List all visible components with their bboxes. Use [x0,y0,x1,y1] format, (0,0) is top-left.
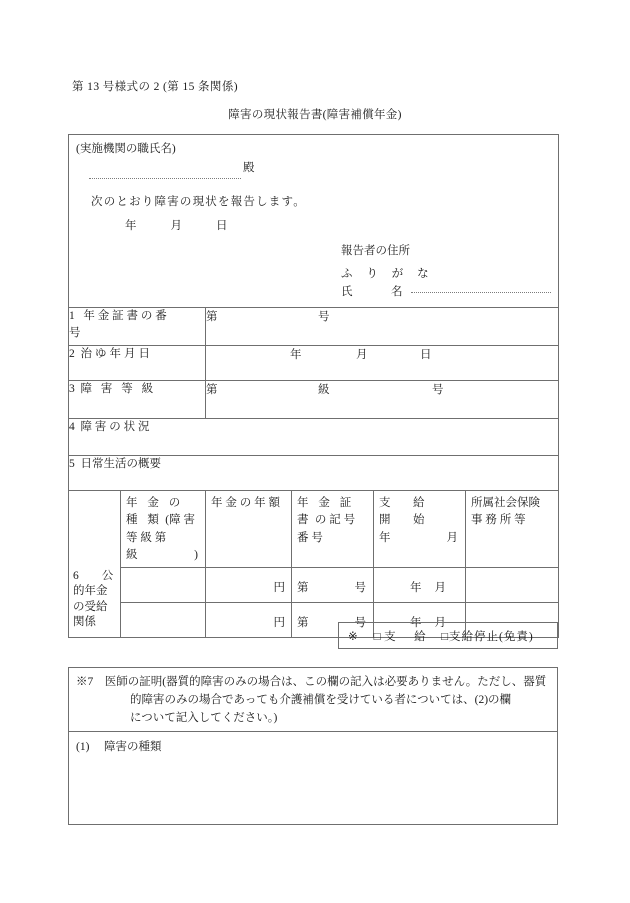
start-year-label: 年 [410,582,422,594]
start-month-label: 月 [434,582,446,594]
row-label-text-line2: 号 [69,326,81,339]
header-cert-line2: の 記 号 番 号 [297,514,356,544]
start-year-label: 年 [410,617,422,629]
section6-header-row [69,491,559,568]
doctor-certification-table [68,667,558,825]
row-label-text: 障 害 の 状 況 [80,421,150,433]
cell-pension-kind[interactable] [121,568,206,603]
intro-cell [69,135,559,308]
report-date-line[interactable] [125,217,228,233]
date-month-label: 月 [170,220,182,232]
item-label-1: 障害の種類 [104,741,162,754]
row-number-4: 4 [69,421,75,433]
intro-row [69,135,559,308]
reporter-name-label [341,283,403,299]
header-kind-line3-wrap [126,547,200,564]
row-number-5: 5 [69,458,75,470]
checkbox-option-suspend[interactable]: □支給停止(免責) [441,630,534,643]
cell-annual-amount[interactable] [206,568,292,603]
row-label-text: 障 害 等 級 [80,383,157,395]
header-kind-line3: 級 [126,548,138,561]
column-header-annual-amount [206,491,292,568]
section6-label-line-2: 的年金 [73,585,108,598]
row-value-healing-date[interactable] [206,346,559,381]
date-year-label: 年 [125,220,137,232]
form-number: 第 13 号様式の 2 (第 15 条関係) [72,81,238,93]
header-amount: 年 金 の 年 額 [211,497,280,509]
value-suffix-gou: 号 [318,311,330,323]
row-label-disability-condition[interactable] [69,419,559,456]
table-row [69,346,559,381]
cert-prefix-dai: 第 [297,582,309,594]
row-label-disability-grade [69,381,206,419]
header-start-line1: 支 給 開 始 [379,497,447,527]
header-cert-line1: 年 金 証 書 [297,497,355,527]
note-line-1: ※7 医師の証明(器質的障害のみの場合は、この欄の記入は必要ありません。ただし、器質 [76,676,547,688]
header-start-month: 月 [446,531,458,544]
document-title: 障害の現状報告書(障害補償年金) [228,109,402,121]
column-header-pension-kind [121,491,206,568]
row-number-2: 2 [69,348,75,360]
header-start-year: 年 [379,531,391,544]
implementing-agency-label: (実施機関の職氏名) [76,143,176,155]
column-header-social-insurance-office [466,491,559,568]
table-row [69,381,559,419]
disability-kind-label [76,741,162,753]
doctor-certification-note [69,668,558,732]
column-header-cert-symbol-number [292,491,374,568]
checkbox-option-supply[interactable]: □支 給 [373,630,430,643]
dono-honorific: 殿 [243,162,255,174]
value-mid-kyuu: 級 [318,384,330,396]
table-row [69,308,559,346]
furigana-label: ふ り が な [341,268,435,280]
intro-sentence: 次のとおり障害の現状を報告します。 [91,196,306,208]
cell-pension-kind[interactable] [121,603,206,638]
value-suffix-gou: 号 [432,384,444,396]
column-header-payment-start [374,491,466,568]
header-office-line2: 事 務 所 等 [471,514,526,527]
section6-row-label-text [73,569,119,631]
cell-cert-symbol-number[interactable] [292,568,374,603]
row-number-1: 1 [69,310,75,322]
row-label-text: 治ゆ年月日 [80,348,153,360]
cell-social-insurance-office[interactable] [466,568,559,603]
value-month-label: 月 [356,349,368,361]
section6-label-line-1: 6 公 [73,569,114,582]
section6-label-line-4: 関係 [73,616,96,629]
unit-yen: 円 [273,617,285,629]
header-kind-line2: (障 害 等 級 第 [126,514,195,544]
cert-suffix-gou: 号 [354,582,366,594]
header-start-line2 [379,530,460,547]
value-day-label: 日 [420,349,432,361]
main-form-table [68,134,559,638]
value-prefix-dai: 第 [206,311,218,323]
row-value-pension-cert-number[interactable] [206,308,559,346]
reporter-name-dotted-line[interactable] [411,292,551,293]
note-line-2: 的障害のみの場合であっても介護補償を受けている者については、(2)の欄 [130,693,512,706]
value-year-label: 年 [290,349,302,361]
row-label-text-line1: 年 金 証 書 の 番 [83,310,167,322]
disability-kind-cell[interactable] [69,732,558,825]
cell-payment-start[interactable] [374,568,466,603]
section6-data-row [69,568,559,603]
header-kind-paren: ) [194,548,198,561]
row-label-healing-date [69,346,206,381]
item-index-1: (1) [76,741,90,754]
note-row [69,668,558,732]
note-line-3: について記入してください。) [130,711,278,724]
row-label-pension-cert-number [69,308,206,346]
row-number-3: 3 [69,383,75,395]
value-prefix-dai: 第 [206,384,218,396]
date-day-label: 日 [216,220,228,232]
section6-label-line-3: の受給 [73,600,108,613]
name-label-first: 氏 [341,286,353,298]
table-row [69,419,559,456]
unit-yen: 円 [273,582,285,594]
header-kind-line1: 年 金 の 種 類 [126,497,184,527]
cert-prefix-dai: 第 [297,617,309,629]
disability-kind-row [69,732,558,825]
addressee-dotted-line[interactable] [89,165,241,179]
start-month-label: 月 [434,617,446,629]
cert-suffix-gou: 号 [354,617,366,629]
table-row [69,456,559,491]
row-label-daily-life-summary[interactable] [69,456,559,491]
row-value-disability-grade[interactable] [206,381,559,419]
name-label-second: 名 [391,286,403,298]
asterisk-mark: ※ [348,630,358,643]
row-label-text: 日常生活の概要 [80,458,161,470]
payment-status-box [338,622,558,649]
cell-annual-amount[interactable] [206,603,292,638]
section6-row-label [69,491,121,638]
reporter-address-label: 報告者の住所 [341,245,410,257]
header-office-line1: 所属社会保険 [471,497,540,509]
